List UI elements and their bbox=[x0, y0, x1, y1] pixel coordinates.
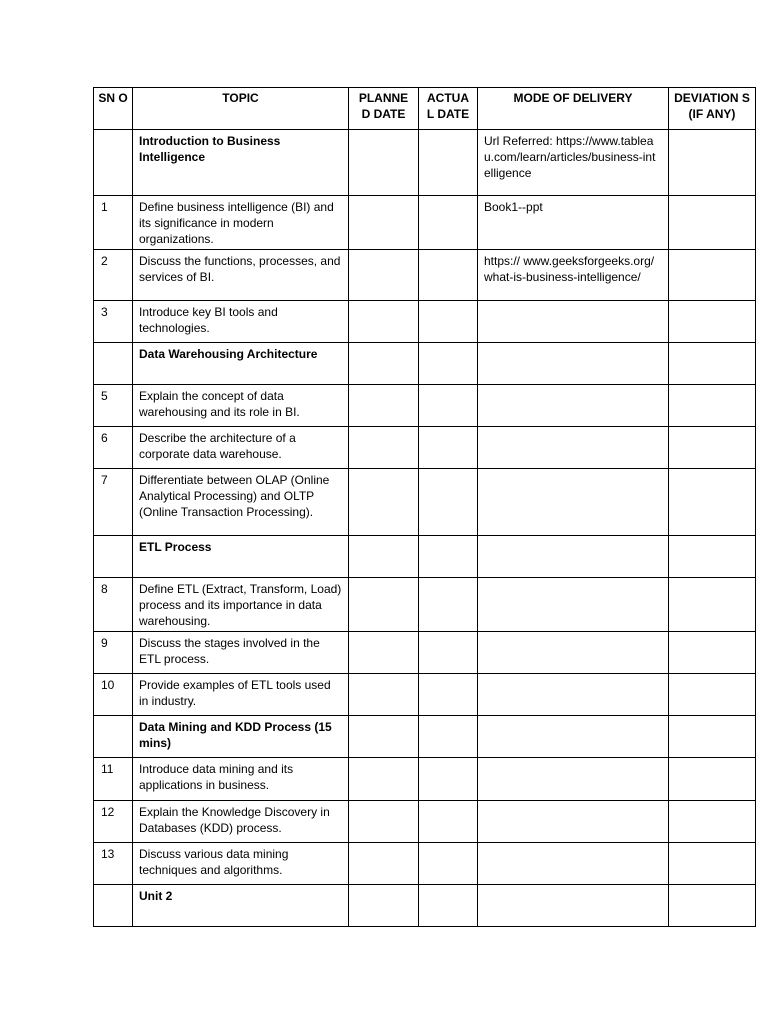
mode-cell bbox=[478, 674, 669, 716]
section-heading: Data Mining and KDD Process (15 mins) bbox=[133, 716, 349, 758]
actual-date-cell bbox=[419, 469, 478, 536]
actual-date-cell bbox=[419, 301, 478, 343]
topic-cell: Discuss the stages involved in the ETL process. bbox=[133, 632, 349, 674]
topic-cell: Explain the Knowledge Discovery in Databases (KDD) process. bbox=[133, 801, 349, 843]
mode-cell bbox=[478, 578, 669, 632]
actual-date-cell bbox=[419, 385, 478, 427]
topic-cell: Introduce key BI tools and technologies. bbox=[133, 301, 349, 343]
header-planned-date: PLANNE D DATE bbox=[349, 88, 419, 130]
topic-cell: Provide examples of ETL tools used in industry. bbox=[133, 674, 349, 716]
planned-date-cell bbox=[349, 469, 419, 536]
sno-cell: 8 bbox=[94, 578, 133, 632]
topic-cell: Define ETL (Extract, Transform, Load) process and its importance in data warehousing. bbox=[133, 578, 349, 632]
mode-cell bbox=[478, 843, 669, 885]
deviation-cell bbox=[669, 469, 756, 536]
lesson-plan-table bbox=[93, 87, 756, 927]
mode-cell bbox=[478, 301, 669, 343]
actual-date-cell bbox=[419, 196, 478, 250]
actual-date-cell bbox=[419, 536, 478, 578]
table-row bbox=[94, 385, 756, 427]
actual-date-cell bbox=[419, 674, 478, 716]
mode-cell bbox=[478, 801, 669, 843]
mode-cell: Url Referred: https://www.tableau.com/learn/articles/business-intelligence bbox=[478, 130, 669, 196]
actual-date-cell bbox=[419, 343, 478, 385]
sno-cell bbox=[94, 343, 133, 385]
table-row bbox=[94, 632, 756, 674]
deviation-cell bbox=[669, 427, 756, 469]
mode-cell bbox=[478, 343, 669, 385]
deviation-cell bbox=[669, 301, 756, 343]
actual-date-cell bbox=[419, 250, 478, 301]
sno-cell bbox=[94, 716, 133, 758]
mode-cell: https:// www.geeksforgeeks.org/ what-is-business-intelligence/ bbox=[478, 250, 669, 301]
table-row bbox=[94, 301, 756, 343]
mode-cell bbox=[478, 632, 669, 674]
planned-date-cell bbox=[349, 301, 419, 343]
deviation-cell bbox=[669, 578, 756, 632]
sno-cell: 11 bbox=[94, 758, 133, 801]
planned-date-cell bbox=[349, 196, 419, 250]
table-row bbox=[94, 130, 756, 196]
actual-date-cell bbox=[419, 130, 478, 196]
topic-cell: Introduce data mining and its applications in business. bbox=[133, 758, 349, 801]
header-mode-of-delivery: MODE OF DELIVERY bbox=[478, 88, 669, 130]
topic-cell: Differentiate between OLAP (Online Analytical Processing) and OLTP (Online Transaction Processing). bbox=[133, 469, 349, 536]
planned-date-cell bbox=[349, 758, 419, 801]
deviation-cell bbox=[669, 885, 756, 927]
sno-cell: 9 bbox=[94, 632, 133, 674]
actual-date-cell bbox=[419, 758, 478, 801]
planned-date-cell bbox=[349, 385, 419, 427]
actual-date-cell bbox=[419, 885, 478, 927]
actual-date-cell bbox=[419, 801, 478, 843]
sno-cell bbox=[94, 885, 133, 927]
planned-date-cell bbox=[349, 427, 419, 469]
planned-date-cell bbox=[349, 343, 419, 385]
deviation-cell bbox=[669, 343, 756, 385]
deviation-cell bbox=[669, 385, 756, 427]
deviation-cell bbox=[669, 716, 756, 758]
topic-cell: Define business intelligence (BI) and its significance in modern organizations. bbox=[133, 196, 349, 250]
table-row bbox=[94, 674, 756, 716]
topic-cell: Describe the architecture of a corporate data warehouse. bbox=[133, 427, 349, 469]
sno-cell: 6 bbox=[94, 427, 133, 469]
mode-cell bbox=[478, 427, 669, 469]
deviation-cell bbox=[669, 843, 756, 885]
sno-cell: 12 bbox=[94, 801, 133, 843]
section-heading: Introduction to Business Intelligence bbox=[133, 130, 349, 196]
table-row bbox=[94, 716, 756, 758]
deviation-cell bbox=[669, 801, 756, 843]
actual-date-cell bbox=[419, 427, 478, 469]
planned-date-cell bbox=[349, 250, 419, 301]
section-heading: Data Warehousing Architecture bbox=[133, 343, 349, 385]
actual-date-cell bbox=[419, 578, 478, 632]
topic-cell: Explain the concept of data warehousing and its role in BI. bbox=[133, 385, 349, 427]
mode-cell bbox=[478, 469, 669, 536]
table-row bbox=[94, 801, 756, 843]
table-row bbox=[94, 536, 756, 578]
mode-cell bbox=[478, 536, 669, 578]
deviation-cell bbox=[669, 250, 756, 301]
header-row bbox=[94, 88, 756, 130]
sno-cell bbox=[94, 536, 133, 578]
table-row bbox=[94, 885, 756, 927]
table-row bbox=[94, 427, 756, 469]
topic-cell: Discuss the functions, processes, and services of BI. bbox=[133, 250, 349, 301]
section-heading: ETL Process bbox=[133, 536, 349, 578]
table-row bbox=[94, 843, 756, 885]
actual-date-cell bbox=[419, 632, 478, 674]
deviation-cell bbox=[669, 196, 756, 250]
actual-date-cell bbox=[419, 716, 478, 758]
planned-date-cell bbox=[349, 578, 419, 632]
planned-date-cell bbox=[349, 130, 419, 196]
header-actual-date: ACTUA L DATE bbox=[419, 88, 478, 130]
planned-date-cell bbox=[349, 632, 419, 674]
deviation-cell bbox=[669, 758, 756, 801]
deviation-cell bbox=[669, 536, 756, 578]
planned-date-cell bbox=[349, 716, 419, 758]
mode-cell bbox=[478, 758, 669, 801]
header-sno: SN O bbox=[94, 88, 133, 130]
table-row bbox=[94, 196, 756, 250]
sno-cell: 3 bbox=[94, 301, 133, 343]
table-row bbox=[94, 250, 756, 301]
table-row bbox=[94, 578, 756, 632]
deviation-cell bbox=[669, 632, 756, 674]
actual-date-cell bbox=[419, 843, 478, 885]
sno-cell: 13 bbox=[94, 843, 133, 885]
sno-cell: 5 bbox=[94, 385, 133, 427]
mode-cell bbox=[478, 885, 669, 927]
sno-cell: 7 bbox=[94, 469, 133, 536]
sno-cell: 1 bbox=[94, 196, 133, 250]
planned-date-cell bbox=[349, 843, 419, 885]
table-row bbox=[94, 343, 756, 385]
deviation-cell bbox=[669, 130, 756, 196]
table-row bbox=[94, 758, 756, 801]
topic-cell: Discuss various data mining techniques and algorithms. bbox=[133, 843, 349, 885]
table-row bbox=[94, 469, 756, 536]
planned-date-cell bbox=[349, 885, 419, 927]
sno-cell: 10 bbox=[94, 674, 133, 716]
mode-cell: Book1--ppt bbox=[478, 196, 669, 250]
planned-date-cell bbox=[349, 674, 419, 716]
sno-cell bbox=[94, 130, 133, 196]
mode-cell bbox=[478, 385, 669, 427]
sno-cell: 2 bbox=[94, 250, 133, 301]
planned-date-cell bbox=[349, 536, 419, 578]
header-deviations: DEVIATION S (IF ANY) bbox=[669, 88, 756, 130]
mode-cell bbox=[478, 716, 669, 758]
planned-date-cell bbox=[349, 801, 419, 843]
deviation-cell bbox=[669, 674, 756, 716]
unit-heading: Unit 2 bbox=[133, 885, 349, 927]
header-topic: TOPIC bbox=[133, 88, 349, 130]
